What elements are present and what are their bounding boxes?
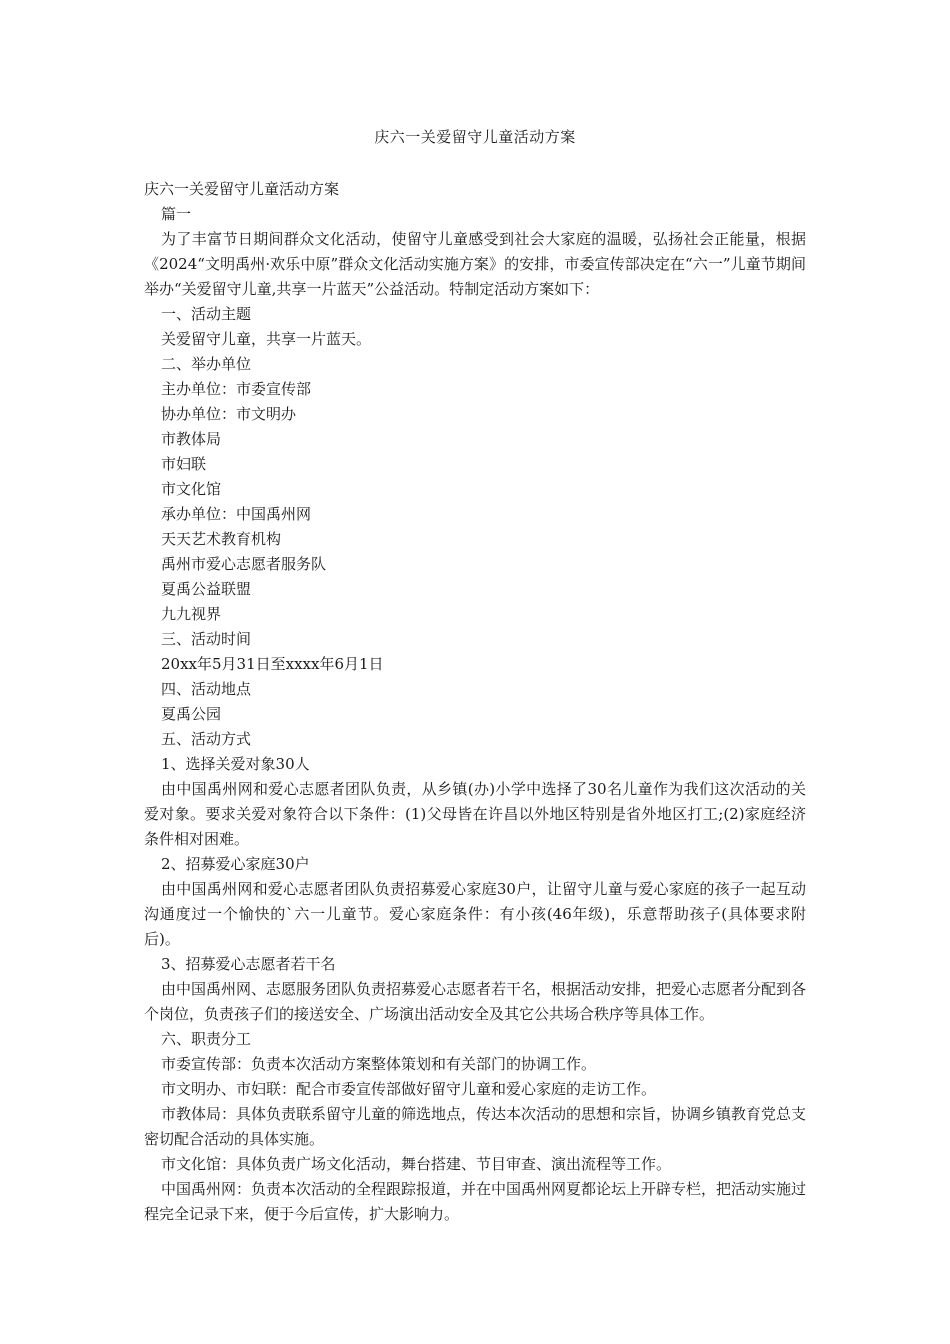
paragraph: 由中国禹州网和爱心志愿者团队负责，从乡镇(办)小学中选择了30名儿童作为我们这次活动的关爱对象。要求关爱对象符合以下条件：(1)父母皆在许昌以外地区特别是省外地区打工;(2)家庭经济条件相对困难。 [144,780,806,848]
paragraph: 市妇联 [161,455,207,473]
paragraph: 2、招募爱心家庭30户 [161,855,310,873]
paragraph: 四、活动地点 [161,680,252,698]
paragraph: 20xx年5月31日至xxxx年6月1日 [161,655,384,673]
paragraph: 承办单位：中国禹州网 [161,505,312,523]
paragraph: 二、举办单位 [161,355,252,373]
paragraph: 禹州市爱心志愿者服务队 [161,555,327,573]
paragraph: 九九视界 [161,605,222,623]
paragraph: 庆六一关爱留守儿童活动方案 [144,180,340,198]
paragraph: 关爱留守儿童，共享一片蓝天。 [161,330,372,348]
paragraph: 夏禹公园 [161,705,222,723]
paragraph: 3、招募爱心志愿者若干名 [161,955,336,973]
paragraph: 市委宣传部：负责本次活动方案整体策划和有关部门的协调工作。 [161,1055,597,1073]
paragraph: 篇一 [161,205,192,223]
paragraph: 三、活动时间 [161,630,252,648]
paragraph: 市教体局：具体负责联系留守儿童的筛选地点，传达本次活动的思想和宗旨，协调乡镇教育党总支密切配合活动的具体实施。 [144,1105,807,1148]
paragraph: 夏禹公益联盟 [161,580,252,598]
paragraph: 六、职责分工 [161,1030,252,1048]
paragraph: 市文化馆 [161,480,222,498]
paragraph: 由中国禹州网和爱心志愿者团队负责招募爱心家庭30户，让留守儿童与爱心家庭的孩子一起互动沟通度过一个愉快的`六一儿童节。爱心家庭条件：有小孩(46年级)，乐意帮助孩子(具体要求附后)。 [144,880,806,948]
paragraph: 市文化馆：具体负责广场文化活动，舞台搭建、节目审查、演出流程等工作。 [161,1155,672,1173]
paragraph: 天天艺术教育机构 [161,530,282,548]
paragraph: 由中国禹州网、志愿服务团队负责招募爱心志愿者若干名，根据活动安排，把爱心志愿者分配到各个岗位，负责孩子们的接送安全、广场演出活动安全及其它公共场合秩序等具体工作。 [144,980,807,1023]
paragraph: 协办单位：市文明办 [161,405,297,423]
paragraph: 市教体局 [161,430,222,448]
paragraph: 一、活动主题 [161,305,252,323]
paragraph: 五、活动方式 [161,730,252,748]
paragraph: 为了丰富节日期间群众文化活动，使留守儿童感受到社会大家庭的温暖，弘扬社会正能量，根据《2024“文明禹州·欢乐中原”群众文化活动实施方案》的安排，市委宣传部决定在“六一”儿童节期间举办“关爱留守儿童,共享一片蓝天”公益活动。特制定活动方案如下： [144,230,806,298]
paragraph: 主办单位：市委宣传部 [161,380,312,398]
document-title: 庆六一关爱留守儿童活动方案 [374,128,576,146]
document-body [144,177,806,1227]
paragraph: 市文明办、市妇联：配合市委宣传部做好留守儿童和爱心家庭的走访工作。 [161,1080,657,1098]
paragraph: 1、选择关爱对象30人 [161,755,310,773]
paragraph: 中国禹州网：负责本次活动的全程跟踪报道，并在中国禹州网夏都论坛上开辟专栏，把活动实施过程完全记录下来，便于今后宣传，扩大影响力。 [144,1180,807,1223]
